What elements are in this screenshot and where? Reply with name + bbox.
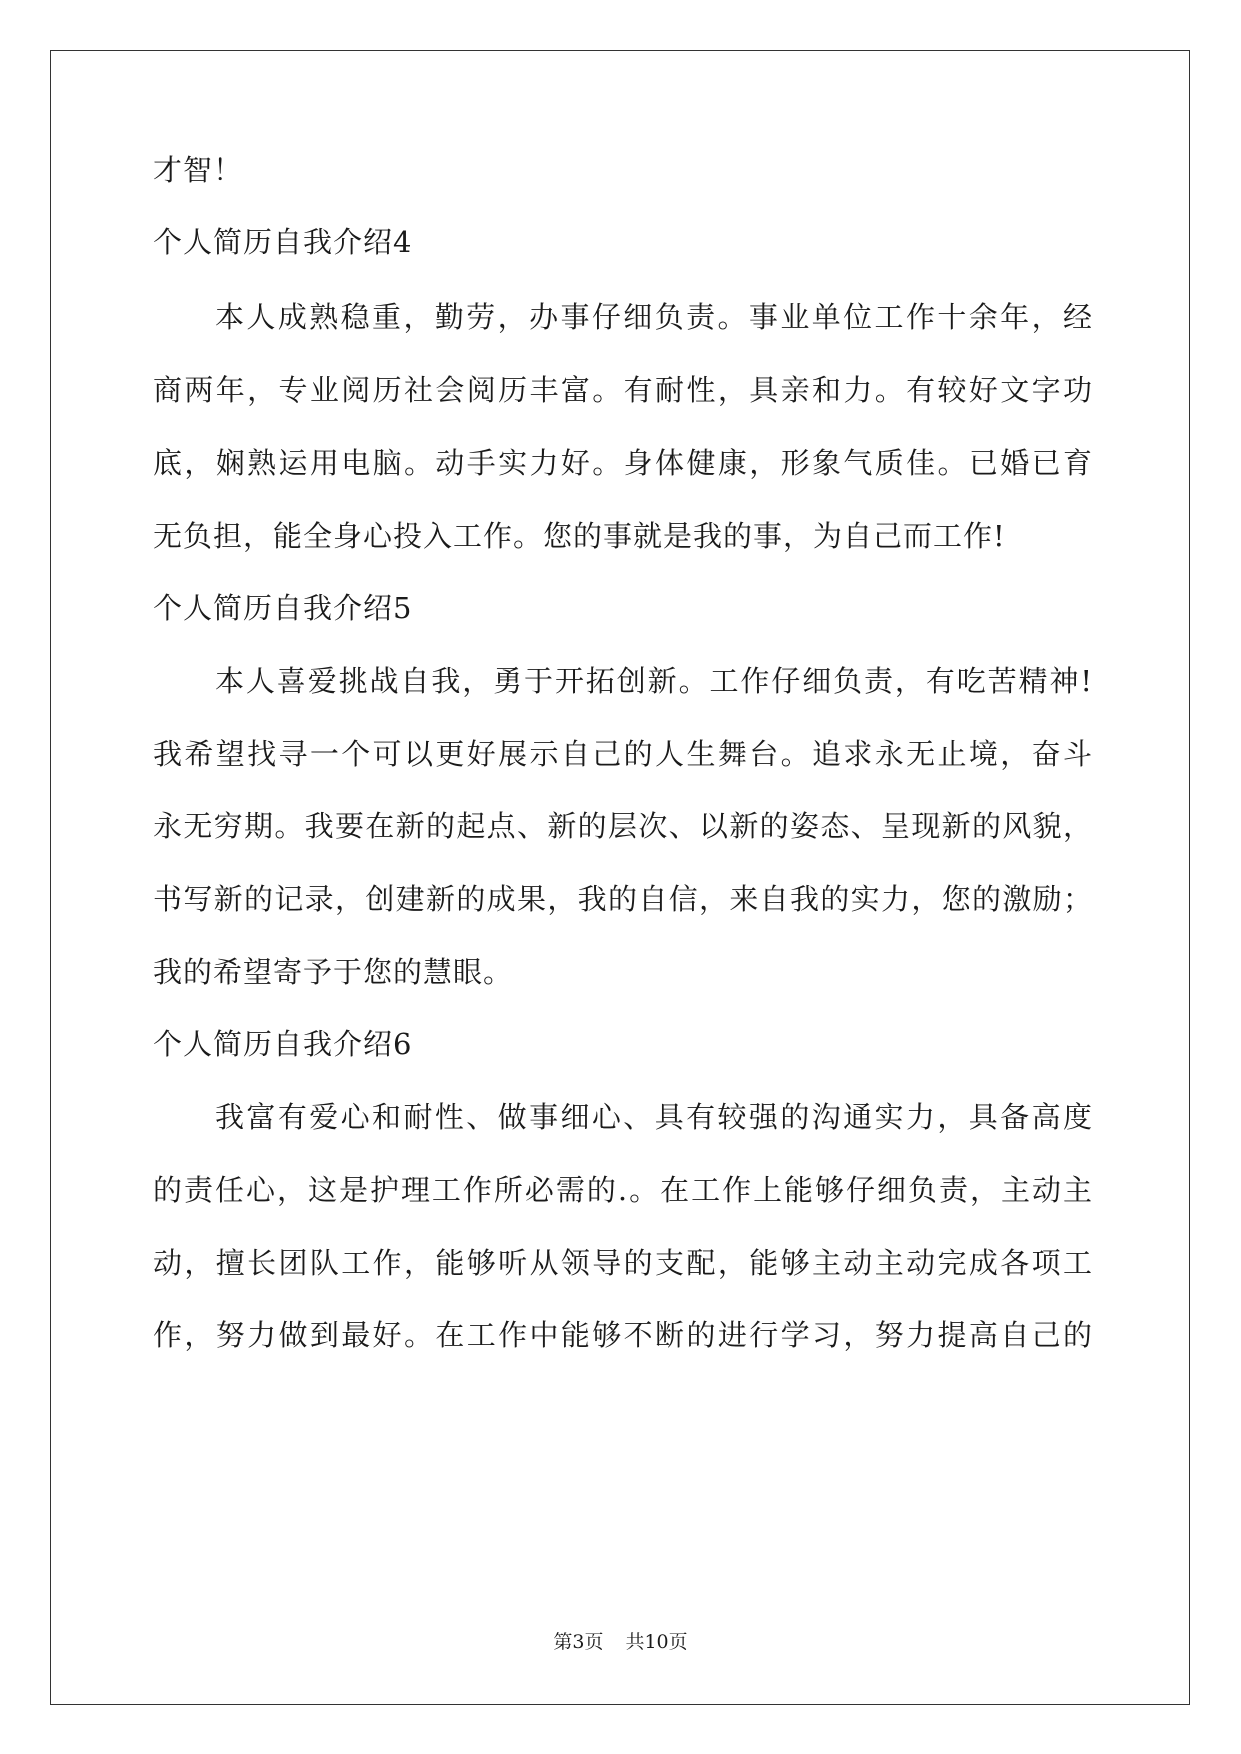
paragraph-5-line-1: 本人喜爱挑战自我，勇于开拓创新。工作仔细负责，有吃苦精神! [215, 664, 1093, 698]
paragraph-4-line-1: 本人成熟稳重，勤劳，办事仔细负责。事业单位工作十余年，经 [215, 300, 1093, 334]
page-footer [0, 1629, 1241, 1655]
page-number-total: 共10页 [625, 1631, 688, 1653]
text-line-end-previous: 才智！ [153, 153, 244, 187]
paragraph-4-line-3: 底，娴熟运用电脑。动手实力好。身体健康，形象气质佳。已婚已育 [153, 446, 1093, 480]
paragraph-6-line-2: 的责任心，这是护理工作所必需的.。在工作上能够仔细负责，主动主 [153, 1173, 1093, 1207]
section-heading-4: 个人简历自我介绍4 [153, 225, 413, 259]
paragraph-5-line-3: 永无穷期。我要在新的起点、新的层次、以新的姿态、呈现新的风貌， [153, 809, 1093, 843]
paragraph-6-line-3: 动，擅长团队工作，能够听从领导的支配，能够主动主动完成各项工 [153, 1246, 1093, 1280]
paragraph-4-line-2: 商两年，专业阅历社会阅历丰富。有耐性，具亲和力。有较好文字功 [153, 373, 1093, 407]
paragraph-5-line-5: 我的希望寄予于您的慧眼。 [153, 955, 514, 989]
paragraph-5-line-4: 书写新的记录，创建新的成果，我的自信，来自我的实力，您的激励； [153, 882, 1093, 916]
section-heading-5: 个人简历自我介绍5 [153, 591, 413, 625]
page-number-current: 第3页 [553, 1631, 604, 1653]
paragraph-6-line-4: 作，努力做到最好。在工作中能够不断的进行学习，努力提高自己的 [153, 1318, 1093, 1352]
paragraph-6-line-1: 我富有爱心和耐性、做事细心、具有较强的沟通实力，具备高度 [215, 1100, 1093, 1134]
section-heading-6: 个人简历自我介绍6 [153, 1027, 413, 1061]
paragraph-4-line-4: 无负担，能全身心投入工作。您的事就是我的事，为自己而工作! [153, 519, 1006, 553]
paragraph-5-line-2: 我希望找寻一个可以更好展示自己的人生舞台。追求永无止境，奋斗 [153, 737, 1093, 771]
